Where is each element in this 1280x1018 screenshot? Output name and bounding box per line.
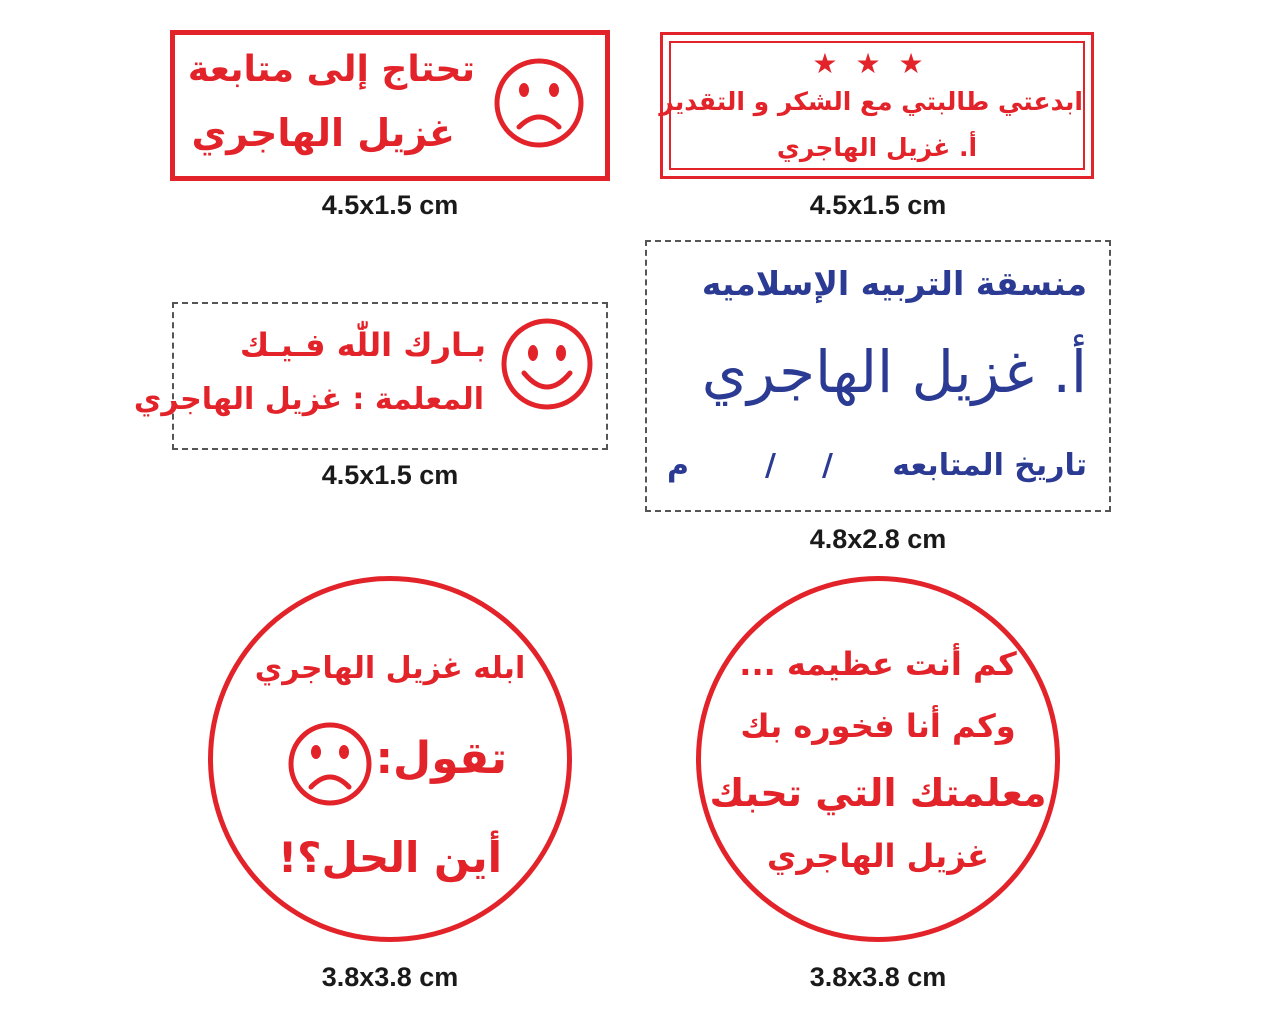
stamp-coordinator: [645, 240, 1111, 512]
stamp-line: أين الحل؟!: [277, 833, 503, 882]
size-label: 3.8x3.8 cm: [809, 962, 947, 992]
size-label: 4.5x1.5 cm: [321, 460, 459, 490]
stamp-name: أ. غزيل الهاجري: [701, 338, 1087, 406]
stamp-name: المعلمة : غزيل الهاجري: [133, 382, 484, 417]
stamp-line: كم أنت عظيمه ...: [739, 645, 1017, 683]
stamp-appreciation: [660, 32, 1094, 179]
stamp-line: تقول:: [375, 733, 507, 784]
stamp-name: ابله غزيل الهاجري: [254, 651, 526, 686]
stamp-blessing: [133, 302, 608, 450]
smiley-face-icon: [500, 317, 594, 411]
stamp-title: منسقة التربيه الإسلاميه: [701, 264, 1087, 303]
stamp-needs-followup: [170, 30, 610, 181]
followup-date-label: تاريخ المتابعه: [892, 448, 1087, 483]
stamp-round-praise: [696, 576, 1060, 942]
stamp-inner-frame: [659, 41, 1085, 170]
stamp-round-question: [208, 576, 572, 942]
size-label: 4.8x2.8 cm: [809, 524, 947, 554]
stamp-name: غزيل الهاجري: [767, 837, 989, 875]
date-suffix: م: [667, 448, 689, 483]
stamp-line: تحتاج إلى متابعة: [187, 49, 475, 90]
size-label: 4.5x1.5 cm: [809, 190, 947, 220]
date-separator: /: [765, 448, 776, 483]
size-label: 3.8x3.8 cm: [321, 962, 459, 992]
date-separator: /: [822, 448, 833, 483]
stars-icon: ★★★: [812, 47, 942, 80]
size-label: 4.5x1.5 cm: [321, 190, 459, 220]
sad-face-icon: [493, 57, 585, 149]
stamp-line: وكم أنا فخوره بك: [740, 707, 1016, 745]
stamp-name: غزيل الهاجري: [191, 111, 455, 155]
stamp-line: معلمتك التي تحبك: [709, 771, 1047, 815]
stamp-name: أ. غزيل الهاجري: [776, 133, 978, 162]
stamp-line: ابدعتي طالبتي مع الشكر و التقدير: [659, 87, 1083, 116]
stamp-line: بـارك اللّٰه فـيـك: [239, 326, 486, 364]
